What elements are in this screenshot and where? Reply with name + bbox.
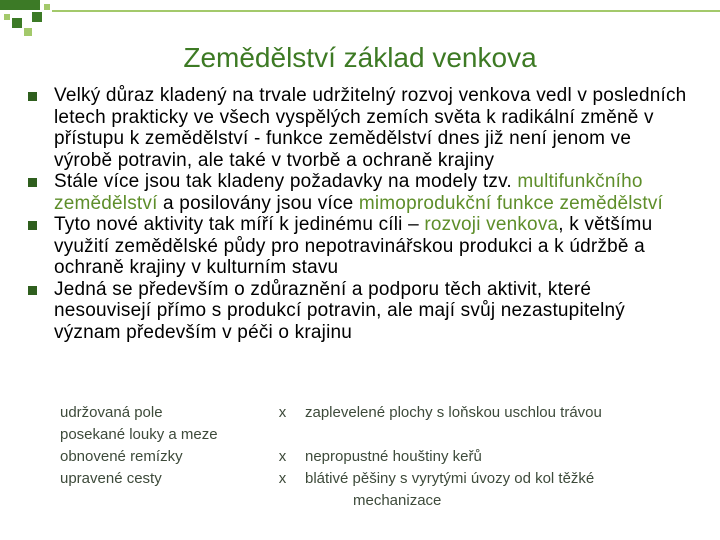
square-bullet-icon [28,286,37,295]
comparison-row [60,468,710,512]
comparison-row [60,402,710,424]
neglected-item: nepropustné houštiny keřů [305,448,482,465]
bullet-text: Jedná se především o zdůraznění a podporu těch aktivit, které nesouvisejí přímo s produkcí potravin, ale mají svůj nezastupitelný význam především v péči o krajinu [54,278,626,343]
comparison-row [60,446,710,468]
maintained-item: posekané louky a meze [60,426,218,443]
square-bullet-icon [28,221,37,230]
bullet-item [28,85,688,171]
versus-mark: x [278,470,287,487]
maintained-item: udržovaná pole [60,404,163,421]
maintained-item: obnovené remízky [60,448,183,465]
versus-mark: x [278,448,287,465]
versus-mark [260,424,305,446]
bullet-text: a posilovány jsou více [157,192,359,214]
versus-mark: x [278,404,287,421]
bullet-list [28,85,688,343]
slide-title: Zemědělství základ venkova [183,42,537,73]
neglected-item [305,468,710,512]
maintained-item: upravené cesty [60,470,162,487]
highlight-non-production-functions: mimoprodukční funkce zemědělství [358,192,664,214]
bullet-item [28,279,688,344]
neglected-item [305,424,710,446]
neglected-item-continuation: mechanizace [353,492,442,509]
comparison-list [60,402,710,512]
bullet-item [28,171,688,214]
bullet-text: Tyto nové aktivity tak míří k jedinému cíli – [54,214,425,235]
bullet-text: Stále více jsou tak kladeny požadavky na modely tzv. [54,171,518,192]
neglected-item-text: blátivé pěšiny s vyrytými úvozy od kol těžké [305,470,595,487]
bullet-text: Velký důraz kladený na trvale udržitelný rozvoj venkova vedl v posledních letech prakticky ve všech vyspělých zemích světa k radikální změně v přístupu k zemědělství - funkce zemědělství dnes již není jenom ve výrobě potravin, ale také v tvorbě a ochraně krajiny [54,85,687,171]
bullet-text: , k většímu využití zemědělské půdy pro nepotravinářskou produkci a k údržbě a ochraně krajiny v kulturním stavu [54,214,653,278]
square-bullet-icon [28,178,37,187]
square-bullet-icon [28,92,37,101]
highlight-rural-development: rozvoji venkova [424,214,559,235]
bullet-item [28,214,688,279]
highlight-multifunctional-agriculture: multifunkčního zemědělství [54,171,643,214]
corner-decoration [0,0,720,40]
neglected-item: zaplevelené plochy s loňskou uschlou trávou [305,404,602,421]
comparison-row [60,424,710,446]
